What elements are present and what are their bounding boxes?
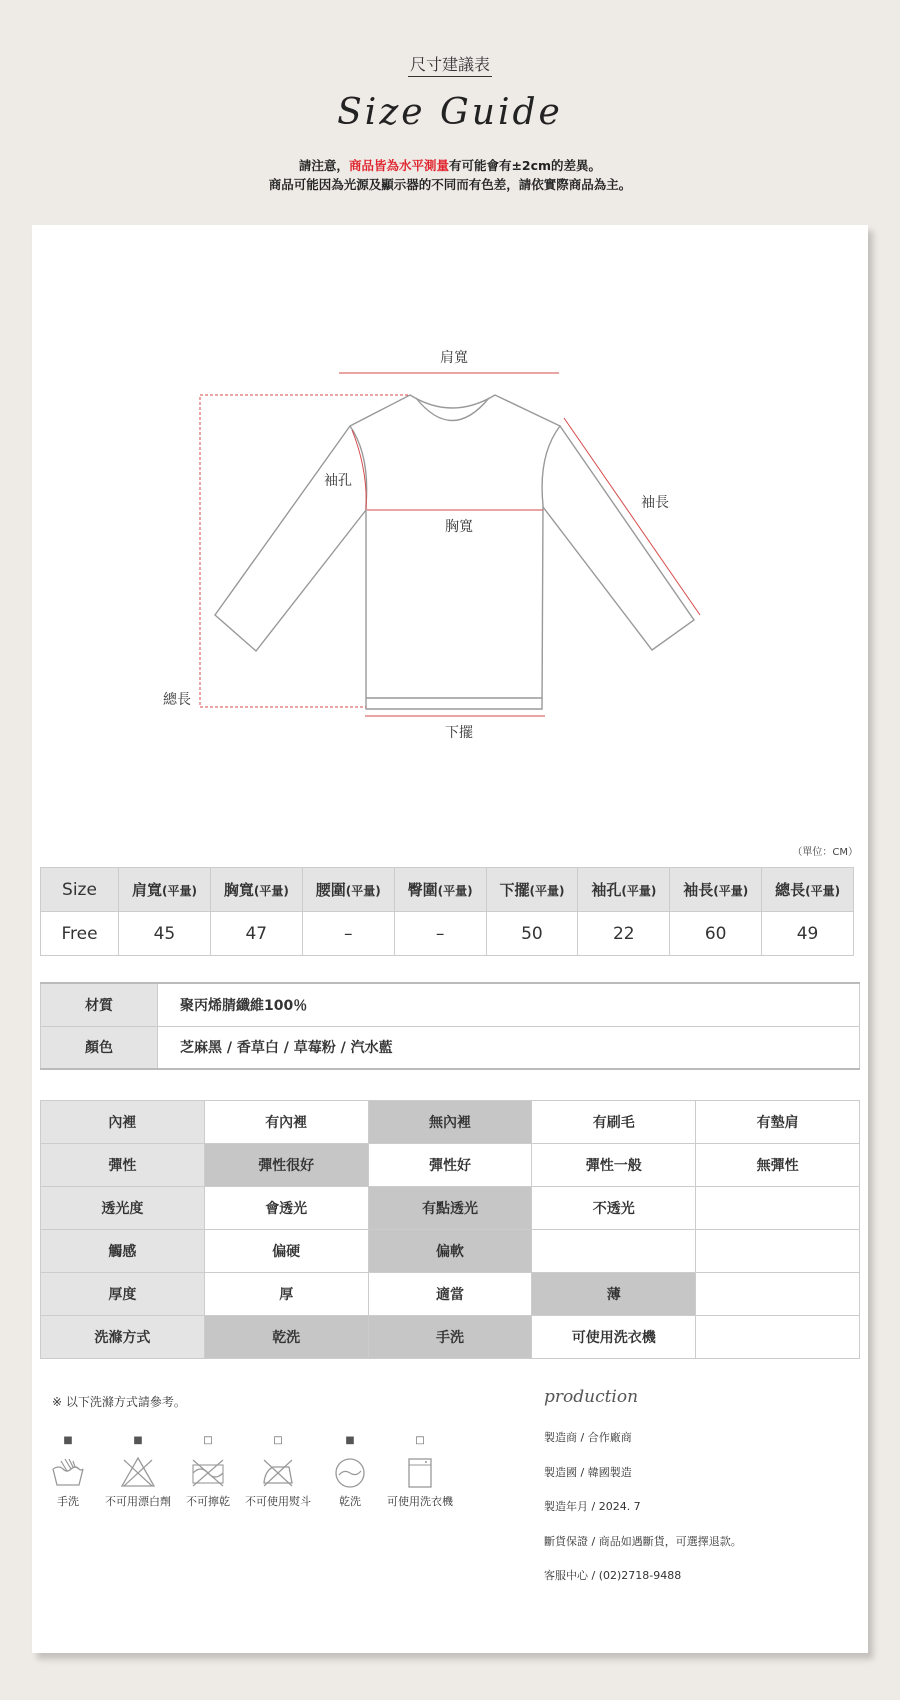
size-table <box>40 867 854 956</box>
material-table <box>40 982 860 1070</box>
feature-option: 偏軟 <box>368 1230 532 1273</box>
size-table-cell: 47 <box>210 912 302 956</box>
header-main: 袖孔 <box>591 881 622 899</box>
feature-label: 彈性 <box>41 1144 205 1187</box>
feature-option <box>696 1187 860 1230</box>
material-label: 材質 <box>41 983 158 1026</box>
wash-marker: □ <box>415 1435 425 1446</box>
feature-option <box>696 1316 860 1359</box>
feature-option: 彈性好 <box>368 1144 532 1187</box>
size-table-cell: 60 <box>670 912 762 956</box>
size-table-cell: 22 <box>578 912 670 956</box>
feature-label: 透光度 <box>41 1187 205 1230</box>
wash-item <box>238 1433 318 1509</box>
wash-icons <box>46 1433 476 1533</box>
feature-label: 觸感 <box>41 1230 205 1273</box>
size-table-header-cell <box>486 868 578 912</box>
table-row <box>41 1026 860 1069</box>
feature-label: 洗滌方式 <box>41 1316 205 1359</box>
feature-option: 乾洗 <box>204 1316 368 1359</box>
feature-option: 有內裡 <box>204 1101 368 1144</box>
size-table-header-cell <box>210 868 302 912</box>
sleeve-line <box>564 418 700 615</box>
wash-note: ※ 以下洗滌方式請參考。 <box>52 1395 186 1409</box>
length-line <box>200 395 408 707</box>
header-sub: (平量) <box>529 884 565 898</box>
garment-diagram <box>32 225 868 785</box>
production-line: 斷貨保證 / 商品如遇斷貨，可選擇退款。 <box>544 1534 742 1548</box>
table-row <box>41 1316 860 1359</box>
production-line: 製造商 / 合作廠商 <box>544 1431 632 1444</box>
table-row <box>41 1273 860 1316</box>
header-sub: (平量) <box>621 884 657 898</box>
wash-item <box>310 1433 390 1509</box>
header-main: 下擺 <box>499 881 530 899</box>
size-table-cell: 50 <box>486 912 578 956</box>
header-main: 袖長 <box>683 881 714 899</box>
feature-option: 不透光 <box>532 1187 696 1230</box>
dry-clean-icon <box>331 1455 369 1489</box>
header-sub: (平量) <box>253 884 289 898</box>
wash-marker: ■ <box>133 1435 143 1446</box>
feature-option: 偏硬 <box>204 1230 368 1273</box>
size-table-header-cell <box>302 868 394 912</box>
production-line: 製造國 / 韓國製造 <box>544 1465 632 1479</box>
notice <box>0 156 900 194</box>
wash-label: 乾洗 <box>339 1495 361 1508</box>
wash-marker: □ <box>273 1435 283 1446</box>
header-sub: (平量) <box>437 884 473 898</box>
feature-table <box>40 1100 860 1359</box>
material-label: 顏色 <box>41 1026 158 1069</box>
feature-option: 手洗 <box>368 1316 532 1359</box>
feature-option: 薄 <box>532 1273 696 1316</box>
label-chest: 胸寬 <box>445 519 473 535</box>
label-hem: 下擺 <box>445 725 473 741</box>
sweater-outline <box>215 395 694 709</box>
notice-line-2: 商品可能因為光源及顯示器的不同而有色差，請依實際商品為主。 <box>268 177 632 192</box>
feature-option: 有刷毛 <box>532 1101 696 1144</box>
feature-option <box>696 1273 860 1316</box>
feature-option: 有點透光 <box>368 1187 532 1230</box>
header-main: 胸寬 <box>223 881 254 899</box>
production-line: 客服中心 / (02)2718-9488 <box>544 1569 682 1582</box>
size-table-header-cell <box>119 868 211 912</box>
feature-option: 無內裡 <box>368 1101 532 1144</box>
size-table-cell: 45 <box>119 912 211 956</box>
notice-line-1: 請注意，商品皆為水平測量有可能會有±2cm的差異。 <box>298 158 602 173</box>
label-length: 總長 <box>163 692 191 708</box>
production-info <box>544 1387 742 1594</box>
table-row <box>41 1230 860 1273</box>
table-row <box>41 1101 860 1144</box>
size-table-cell: – <box>394 912 486 956</box>
table-row <box>41 912 854 956</box>
header-sub: (平量) <box>805 884 841 898</box>
wash-marker: ■ <box>63 1435 73 1446</box>
feature-option: 可使用洗衣機 <box>532 1316 696 1359</box>
feature-option: 無彈性 <box>696 1144 860 1187</box>
production-title: production <box>544 1387 639 1407</box>
wash-item <box>98 1433 178 1509</box>
label-sleeve: 袖長 <box>641 495 669 511</box>
no-iron-icon <box>259 1455 297 1489</box>
production-line: 製造年月 / 2024. 7 <box>544 1500 641 1513</box>
table-row <box>41 1144 860 1187</box>
header-sub: (平量) <box>161 884 197 898</box>
feature-option: 彈性一般 <box>532 1144 696 1187</box>
feature-option: 適當 <box>368 1273 532 1316</box>
header-main: 肩寬 <box>131 881 162 899</box>
label-shoulder: 肩寬 <box>440 350 468 366</box>
size-table-header-cell <box>41 868 119 912</box>
header-sub: (平量) <box>345 884 381 898</box>
size-table-header-cell <box>394 868 486 912</box>
label-armhole: 袖孔 <box>324 473 352 489</box>
page-subtitle: 尺寸建議表 <box>0 52 900 75</box>
header-main: 臀圍 <box>407 881 438 899</box>
feature-option <box>532 1230 696 1273</box>
header-sub: (平量) <box>713 884 749 898</box>
wash-label: 不可擰乾 <box>186 1495 230 1508</box>
size-table-cell: Free <box>41 912 119 956</box>
size-table-cell: – <box>302 912 394 956</box>
no-wring-icon <box>189 1455 227 1489</box>
size-table-header-cell <box>762 868 854 912</box>
wash-item <box>168 1433 248 1509</box>
feature-option: 厚 <box>204 1273 368 1316</box>
table-row <box>41 1187 860 1230</box>
hand-wash-icon <box>49 1455 87 1489</box>
material-value: 聚丙烯腈纖維100％ <box>158 983 860 1026</box>
wash-label: 可使用洗衣機 <box>387 1495 453 1508</box>
feature-option: 有墊肩 <box>696 1101 860 1144</box>
measure-lines <box>200 373 700 716</box>
size-table-header-cell <box>578 868 670 912</box>
header-main: Size <box>62 879 97 900</box>
wash-item <box>380 1433 460 1509</box>
wash-item <box>28 1433 108 1509</box>
wash-marker: ■ <box>345 1435 355 1446</box>
washing-machine-icon <box>401 1455 439 1489</box>
feature-option: 彈性很好 <box>204 1144 368 1187</box>
unit-label: （單位：CM） <box>792 847 858 858</box>
no-bleach-icon <box>119 1455 157 1489</box>
header-main: 腰圍 <box>315 881 346 899</box>
material-value: 芝麻黑 / 香草白 / 草莓粉 / 汽水藍 <box>158 1026 860 1069</box>
wash-label: 手洗 <box>57 1495 79 1508</box>
feature-label: 厚度 <box>41 1273 205 1316</box>
table-row <box>41 983 860 1026</box>
page-title: Size Guide <box>337 92 563 133</box>
size-table-header <box>41 868 854 912</box>
wash-label: 不可使用熨斗 <box>245 1495 311 1508</box>
feature-label: 內裡 <box>41 1101 205 1144</box>
size-guide-card <box>32 225 868 1653</box>
wash-label: 不可用漂白劑 <box>105 1495 171 1508</box>
feature-option: 會透光 <box>204 1187 368 1230</box>
size-table-header-cell <box>670 868 762 912</box>
feature-option <box>696 1230 860 1273</box>
header-main: 總長 <box>775 881 806 899</box>
wash-marker: □ <box>203 1435 213 1446</box>
size-table-cell: 49 <box>762 912 854 956</box>
